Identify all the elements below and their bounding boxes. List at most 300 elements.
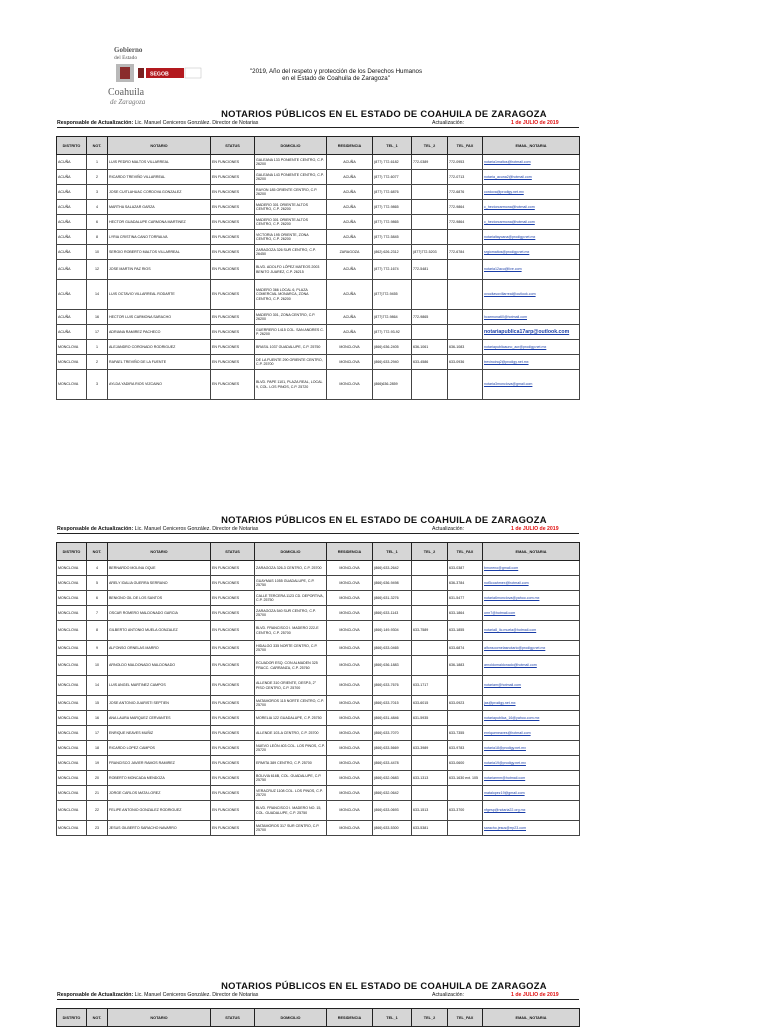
- cell-tel1: (866) 633-2642: [373, 561, 412, 576]
- cell-domicilio: BLVD. FRANCISCO I. MADERO 222-E CENTRO, C.P. 25700: [255, 621, 327, 641]
- cell-email[interactable]: notaria_acuna2@hotmail.com: [483, 170, 580, 185]
- cell-residencia: MONCLOVA: [327, 561, 373, 576]
- actualizacion-date-2: 1 de JULIO de 2019: [511, 526, 559, 532]
- cell-notario: HECTOR LUIS CARMONA SARACHO: [108, 310, 211, 325]
- cell-tel2: 633-1313: [412, 771, 448, 786]
- cell-email[interactable]: c_hectorcarmona@hotmail.com: [483, 200, 580, 215]
- cell-distrito: MONCLOVA: [57, 606, 87, 621]
- cell-tel1: (877)772-9864: [373, 310, 412, 325]
- cell-telfax: 633-0923: [448, 696, 483, 711]
- cell-tel1: (877)772-9455: [373, 280, 412, 310]
- cell-tel2: [412, 591, 448, 606]
- table-row: [57, 591, 580, 606]
- cell-distrito: MONCLOVA: [57, 771, 87, 786]
- cell-not: 6: [87, 591, 108, 606]
- cell-distrito: ACUÑA: [57, 280, 87, 310]
- cell-tel2: [412, 786, 448, 801]
- col-header-residencia: RESIDENCIA: [327, 137, 373, 155]
- cell-not: 14: [87, 676, 108, 696]
- table-row: [57, 771, 580, 786]
- notarios-table-1: [56, 136, 580, 400]
- cell-tel2: [412, 370, 448, 400]
- responsable-label-2: Responsable de Actualización:: [57, 526, 134, 532]
- cell-residencia: MONCLOVA: [327, 696, 373, 711]
- cell-not: 7: [87, 606, 108, 621]
- cell-notario: GILBERTO ANTONIO MUELA GONZALEZ: [108, 621, 211, 641]
- cell-email[interactable]: cordova@prodigy.net.mx: [483, 185, 580, 200]
- page-title-3: NOTARIOS PÚBLICOS EN EL ESTADO DE COAHUILA DE ZARAGOZA: [221, 980, 547, 991]
- cell-email[interactable]: notaria3monclova@gmail.com: [483, 370, 580, 400]
- cell-distrito: MONCLOVA: [57, 561, 87, 576]
- cell-distrito: ACUÑA: [57, 155, 87, 170]
- cell-residencia: MONCLOVA: [327, 801, 373, 821]
- cell-email[interactable]: notariapublica_16@yahoo.com.mx: [483, 711, 580, 726]
- cell-domicilio: BLVD. PAPE 1101, PLAZA REAL, LOCAL 9, COL. LOS PINOS, C.P. 25720: [255, 370, 327, 400]
- cell-not: 17: [87, 325, 108, 340]
- cell-notario: FRANCISCO JAVIER RAMOS RAMIREZ: [108, 756, 211, 771]
- cell-status: EN FUNCIONES: [211, 591, 255, 606]
- logo-text-4: de Zaragoza: [110, 98, 146, 106]
- col-header-distrito: DISTRITO: [57, 137, 87, 155]
- cell-notario: ALFONSO ORNELAS MARRO: [108, 641, 211, 656]
- cell-residencia: ACUÑA: [327, 185, 373, 200]
- cell-residencia: MONCLOVA: [327, 591, 373, 606]
- cell-tel2: 633-3989: [412, 741, 448, 756]
- cell-distrito: ACUÑA: [57, 170, 87, 185]
- cell-email[interactable]: notaria19@prodigy.net.mx: [483, 756, 580, 771]
- cell-tel1: (866) 636-2405: [373, 340, 412, 355]
- cell-email[interactable]: notaria6monclova@yahoo.com.mx: [483, 591, 580, 606]
- cell-tel2: [412, 656, 448, 676]
- cell-distrito: ACUÑA: [57, 325, 87, 340]
- col-header-domicilio: DOMICILIO: [255, 137, 327, 155]
- cell-email[interactable]: hcarmona60@hotmail.com: [483, 310, 580, 325]
- cell-email[interactable]: jas@prodigy.net.mx: [483, 696, 580, 711]
- table-row: [57, 726, 580, 741]
- cell-distrito: ACUÑA: [57, 260, 87, 280]
- cell-status: EN FUNCIONES: [211, 606, 255, 621]
- cell-tel1: (866) 149-9304: [373, 621, 412, 641]
- cell-tel2: [412, 325, 448, 340]
- cell-residencia: MONCLOVA: [327, 621, 373, 641]
- cell-telfax: [448, 260, 483, 280]
- cell-not: 6: [87, 215, 108, 230]
- cell-domicilio: ECUADOR ESQ. CON ALMADEN 325 FRACC. CARRANZA, C.P. 25760: [255, 656, 327, 676]
- table-row: [57, 355, 580, 370]
- cell-tel2: 631-5935: [412, 711, 448, 726]
- cell-not: 4: [87, 200, 108, 215]
- cell-residencia: MONCLOVA: [327, 711, 373, 726]
- cell-not: 10: [87, 245, 108, 260]
- col-header-status: STATUS: [211, 1009, 255, 1027]
- cell-tel2: 772-5481: [412, 260, 448, 280]
- col-header-telfax: TEL_FAX: [448, 1009, 483, 1027]
- logo-text-2: del Estado: [114, 55, 138, 61]
- cell-tel2: [412, 170, 448, 185]
- cell-status: EN FUNCIONES: [211, 561, 255, 576]
- cell-telfax: 633-0387: [448, 561, 483, 576]
- cell-residencia: ZARAGOZA: [327, 245, 373, 260]
- cell-not: 19: [87, 756, 108, 771]
- cell-domicilio: MATAMOROS 115 NORTE CENTRO, C.P. 25700: [255, 696, 327, 711]
- col-header-not: NOT.: [87, 1009, 108, 1027]
- cell-telfax: [448, 786, 483, 801]
- cell-distrito: ACUÑA: [57, 230, 87, 245]
- cell-residencia: MONCLOVA: [327, 355, 373, 370]
- cell-telfax: 772-9864: [448, 215, 483, 230]
- cell-not: 23: [87, 821, 108, 836]
- col-header-not: NOT.: [87, 543, 108, 561]
- col-header-status: STATUS: [211, 137, 255, 155]
- col-header-email: EMAIL_NOTARIA: [483, 543, 580, 561]
- cell-not: 3: [87, 370, 108, 400]
- notarios-table-3: [56, 1008, 580, 1027]
- cell-domicilio: CALLE TERCERA 1123 CD. DEPORTIVA, C.P. 25750: [255, 591, 327, 606]
- col-header-notario: NOTARIO: [108, 543, 211, 561]
- table-row: [57, 786, 580, 801]
- table-row: [57, 280, 580, 310]
- cell-status: EN FUNCIONES: [211, 340, 255, 355]
- cell-tel1: (866) 633-5669: [373, 741, 412, 756]
- col-header-residencia: RESIDENCIA: [327, 1009, 373, 1027]
- divider-3: [57, 999, 579, 1000]
- cell-email[interactable]: notariarmm@hotmail.com: [483, 771, 580, 786]
- cell-email[interactable]: enriqueneaves@hotmail.com: [483, 726, 580, 741]
- cell-tel1: (877) 772-6077: [373, 170, 412, 185]
- col-header-tel1: TEL_1: [373, 137, 412, 155]
- cell-status: EN FUNCIONES: [211, 200, 255, 215]
- cell-not: 10: [87, 656, 108, 676]
- cell-distrito: ACUÑA: [57, 215, 87, 230]
- divider: [57, 127, 579, 128]
- responsable-line: [57, 120, 258, 126]
- cell-status: EN FUNCIONES: [211, 756, 255, 771]
- cell-tel1: (862) 626-2312: [373, 245, 412, 260]
- cell-email[interactable]: alfonsoornelasnotario@prodigy.net.mx: [483, 641, 580, 656]
- cell-tel2: 772-0389: [412, 155, 448, 170]
- cell-notario: FELIPE ANTONIO GONZALEZ RODRIGUEZ: [108, 801, 211, 821]
- cell-telfax: 772-6784: [448, 245, 483, 260]
- cell-email[interactable]: notariam@hotmail.com: [483, 676, 580, 696]
- cell-residencia: MONCLOVA: [327, 370, 373, 400]
- cell-not: 14: [87, 280, 108, 310]
- cell-tel1: (877) 772-6876: [373, 185, 412, 200]
- cell-domicilio: ZARAGOZA 326 SUR CENTRO, C.P. 26450: [255, 245, 327, 260]
- cell-distrito: MONCLOVA: [57, 355, 87, 370]
- cell-tel1: (866) 633-7070: [373, 726, 412, 741]
- cell-notario: BERNARDO MOLINA OQUE: [108, 561, 211, 576]
- cell-distrito: MONCLOVA: [57, 756, 87, 771]
- cell-distrito: ACUÑA: [57, 245, 87, 260]
- cell-notario: HECTOR GUADALUPE CARMONA MARTINEZ: [108, 215, 211, 230]
- responsable-value-3: Lic. Manuel Ceniceros González. Director de Notarias: [134, 992, 259, 998]
- cell-status: EN FUNCIONES: [211, 641, 255, 656]
- cell-notario: SERGIO ROBERTO MALTOS VILLARREAL: [108, 245, 211, 260]
- cell-tel1: (866) 636-9498: [373, 576, 412, 591]
- cell-tel2: [412, 641, 448, 656]
- cell-tel1: (877) 772-1674: [373, 260, 412, 280]
- col-header-email: EMAIL_NOTARIA: [483, 1009, 580, 1027]
- cell-telfax: 772-6876: [448, 185, 483, 200]
- cell-residencia: ACUÑA: [327, 280, 373, 310]
- cell-residencia: MONCLOVA: [327, 821, 373, 836]
- cell-status: EN FUNCIONES: [211, 656, 255, 676]
- cell-distrito: ACUÑA: [57, 310, 87, 325]
- cell-tel1: (866) 632-0642: [373, 786, 412, 801]
- cell-notario: AYLDA YADIRA RIOS VIZCAINO: [108, 370, 211, 400]
- cell-not: 18: [87, 741, 108, 756]
- cell-notario: JOSE ANTONIO JUARISTI SEPTIEN: [108, 696, 211, 711]
- cell-distrito: MONCLOVA: [57, 726, 87, 741]
- cell-residencia: ACUÑA: [327, 170, 373, 185]
- actualizacion-date-3: 1 de JULIO de 2019: [511, 992, 559, 998]
- table-row: [57, 756, 580, 771]
- cell-distrito: MONCLOVA: [57, 340, 87, 355]
- cell-email[interactable]: notaria1maltos@hotmail.com: [483, 155, 580, 170]
- cell-tel2: [412, 280, 448, 310]
- cell-residencia: MONCLOVA: [327, 741, 373, 756]
- cell-email[interactable]: notaria8_lic.muela@hotmail.com: [483, 621, 580, 641]
- cell-domicilio: ZARAGOZA 326-3 CENTRO, C.P. 25700: [255, 561, 327, 576]
- col-header-telfax: TEL_FAX: [448, 543, 483, 561]
- cell-notario: MARTHA SALAZAR GARZA: [108, 200, 211, 215]
- cell-tel1: (866) 633-1143: [373, 606, 412, 621]
- cell-distrito: MONCLOVA: [57, 711, 87, 726]
- cell-status: EN FUNCIONES: [211, 325, 255, 340]
- cell-distrito: MONCLOVA: [57, 656, 87, 676]
- cell-residencia: MONCLOVA: [327, 786, 373, 801]
- cell-distrito: MONCLOVA: [57, 676, 87, 696]
- table-row: [57, 801, 580, 821]
- cell-tel1: (866) 633-7676: [373, 676, 412, 696]
- cell-telfax: 633-6874: [448, 641, 483, 656]
- cell-notario: JESUS GILBERTO SARACHO NAVARRO: [108, 821, 211, 836]
- cell-residencia: MONCLOVA: [327, 576, 373, 591]
- cell-notario: ARNOLDO MALDONADO MALDONADO: [108, 656, 211, 676]
- cell-email[interactable]: saracho.jesus@rrp23.com: [483, 821, 580, 836]
- cell-telfax: 636-3784: [448, 576, 483, 591]
- cell-residencia: MONCLOVA: [327, 676, 373, 696]
- notarios-table-2: [56, 542, 580, 836]
- cell-domicilio: HIDALGO 335 NORTE CENTRO, C.P. 25700: [255, 641, 327, 656]
- cell-telfax: 633-3700: [448, 801, 483, 821]
- col-header-status: STATUS: [211, 543, 255, 561]
- cell-email[interactable]: omr7@hotmail.com: [483, 606, 580, 621]
- cell-tel2: [412, 230, 448, 245]
- table-row: [57, 230, 580, 245]
- cell-tel1: (877) 772-9865: [373, 200, 412, 215]
- cell-status: EN FUNCIONES: [211, 711, 255, 726]
- table-row: [57, 245, 580, 260]
- cell-status: EN FUNCIONES: [211, 786, 255, 801]
- cell-email[interactable]: arnoldomaldonado@hotmail.com: [483, 656, 580, 676]
- col-header-notario: NOTARIO: [108, 1009, 211, 1027]
- government-logo: [104, 44, 224, 108]
- cell-distrito: MONCLOVA: [57, 741, 87, 756]
- cell-status: EN FUNCIONES: [211, 741, 255, 756]
- cell-domicilio: ERMITA 389 CENTRO, C.P. 25700: [255, 756, 327, 771]
- cell-tel2: 633-7589: [412, 621, 448, 641]
- cell-status: EN FUNCIONES: [211, 621, 255, 641]
- table-row: [57, 185, 580, 200]
- table-row: [57, 676, 580, 696]
- cell-email[interactable]: notaria12acu@live.com: [483, 260, 580, 280]
- cell-tel2: [412, 606, 448, 621]
- cell-telfax: [448, 325, 483, 340]
- responsable-value-2: Lic. Manuel Ceniceros González. Director de Notarias: [134, 526, 259, 532]
- cell-domicilio: GALEANA 133 PONIENTE CENTRO, C.P. 26200: [255, 155, 327, 170]
- cell-tel1: (866) 633-4478: [373, 756, 412, 771]
- cell-residencia: MONCLOVA: [327, 656, 373, 676]
- cell-status: EN FUNCIONES: [211, 676, 255, 696]
- cell-distrito: ACUÑA: [57, 200, 87, 215]
- cell-email[interactable]: notarialtaycana@prodigy.net.mx: [483, 230, 580, 245]
- cell-domicilio: GUAYMAS 1055 GUADALUPE, C.P. 25750: [255, 576, 327, 591]
- cell-email[interactable]: ovocitavovillarreal@outlook.com: [483, 280, 580, 310]
- cell-notario: ALEJANDRO CORONADO RODRIGUEZ: [108, 340, 211, 355]
- cell-residencia: ACUÑA: [327, 155, 373, 170]
- cell-telfax: 772-0953: [448, 155, 483, 170]
- cell-tel1: (866) 633-5300: [373, 821, 412, 836]
- cell-notario: JOSE MARTIN PAZ RIOS: [108, 260, 211, 280]
- cell-domicilio: MORELIA 122 GUADALUPE, C.P. 25750: [255, 711, 327, 726]
- cell-status: EN FUNCIONES: [211, 370, 255, 400]
- col-header-domicilio: DOMICILIO: [255, 543, 327, 561]
- cell-status: EN FUNCIONES: [211, 215, 255, 230]
- actualizacion-date: 1 de JULIO de 2019: [511, 120, 559, 126]
- cell-domicilio: NUEVO LEÓN 403 COL. LOS PINOS, C.P. 25720: [255, 741, 327, 756]
- responsable-value: Lic. Manuel Ceniceros González. Director de Notarias: [134, 120, 259, 126]
- cell-status: EN FUNCIONES: [211, 771, 255, 786]
- cell-tel1: (866)636-2859: [373, 370, 412, 400]
- cell-not: 4: [87, 561, 108, 576]
- cell-tel2: [412, 215, 448, 230]
- cell-status: EN FUNCIONES: [211, 726, 255, 741]
- col-header-tel2: TEL_2: [412, 543, 448, 561]
- cell-distrito: MONCLOVA: [57, 576, 87, 591]
- cell-not: 2: [87, 355, 108, 370]
- table-row: [57, 370, 580, 400]
- cell-telfax: [448, 310, 483, 325]
- cell-domicilio: DE LA FUENTE 290 ORIENTE CENTRO, C.P. 25700: [255, 355, 327, 370]
- motto-line-1: "2019, Año del respeto y protección de los Derechos Humanos: [249, 68, 423, 75]
- cell-status: EN FUNCIONES: [211, 185, 255, 200]
- col-header-tel1: TEL_1: [373, 1009, 412, 1027]
- cell-telfax: [448, 821, 483, 836]
- cell-tel2: 633-4586: [412, 355, 448, 370]
- cell-email[interactable]: notariapublicauno_acr@prodigy.net.mx: [483, 340, 580, 355]
- cell-email[interactable]: c_hectorcarmona@hotmail.com: [483, 215, 580, 230]
- cell-domicilio: GALEANA 143 PONIENTE CENTRO, C.P. 26200: [255, 170, 327, 185]
- cell-status: EN FUNCIONES: [211, 696, 255, 711]
- cell-tel2: [412, 756, 448, 771]
- cell-notario: BENIGNO GIL DE LOS SANTOS: [108, 591, 211, 606]
- table-row: [57, 576, 580, 591]
- cell-distrito: MONCLOVA: [57, 591, 87, 606]
- cell-telfax: [448, 370, 483, 400]
- table-row: [57, 641, 580, 656]
- responsable-label-3: Responsable de Actualización:: [57, 992, 134, 998]
- cell-not: 20: [87, 771, 108, 786]
- cell-telfax: [448, 230, 483, 245]
- cell-telfax: 636-1883: [448, 656, 483, 676]
- cell-status: EN FUNCIONES: [211, 801, 255, 821]
- cell-notario: ADRIANA RAMIREZ PACHECO: [108, 325, 211, 340]
- cell-residencia: ACUÑA: [327, 230, 373, 245]
- cell-email[interactable]: matalopez19@gmail.com: [483, 786, 580, 801]
- cell-domicilio: ALLENDE 103-A CENTRO, C.P. 25700: [255, 726, 327, 741]
- col-header-tel2: TEL_2: [412, 1009, 448, 1027]
- table-row: [57, 170, 580, 185]
- cell-tel2: [412, 185, 448, 200]
- cell-notario: RAFAEL TREVIÑO DE LA FUENTE: [108, 355, 211, 370]
- cell-distrito: ACUÑA: [57, 185, 87, 200]
- cell-email[interactable]: not5coahmex@hotmail.com: [483, 576, 580, 591]
- cell-distrito: MONCLOVA: [57, 801, 87, 821]
- cell-notario: RICARDO LOPEZ CAMPOS: [108, 741, 211, 756]
- cell-notario: ARELY IDALIA GUERRA SERRANO: [108, 576, 211, 591]
- actualizacion-label: Actualización:: [432, 120, 465, 126]
- table-row: [57, 340, 580, 355]
- cell-tel1: (866) 631-3276: [373, 591, 412, 606]
- cell-domicilio: ZARAGOZA 540 SUR CENTRO, C.P. 25700: [255, 606, 327, 621]
- cell-email[interactable]: notaria18@prodigy.net.mx: [483, 741, 580, 756]
- cell-not: 15: [87, 696, 108, 711]
- cell-distrito: MONCLOVA: [57, 641, 87, 656]
- table-row: [57, 561, 580, 576]
- cell-domicilio: MADERO 301, ZONA CENTRO, C.P. 26200: [255, 310, 327, 325]
- cell-telfax: 633-1855: [448, 621, 483, 641]
- cell-distrito: MONCLOVA: [57, 821, 87, 836]
- table-row: [57, 200, 580, 215]
- cell-telfax: 633-9783: [448, 741, 483, 756]
- cell-email[interactable]: nfgesp@notaria22.org.mx: [483, 801, 580, 821]
- cell-tel2: [412, 726, 448, 741]
- page-title-2: NOTARIOS PÚBLICOS EN EL ESTADO DE COAHUILA DE ZARAGOZA: [221, 514, 547, 525]
- cell-telfax: 633-7355: [448, 726, 483, 741]
- cell-email[interactable]: srgiomaltos@prodigy.net.mx: [483, 245, 580, 260]
- cell-domicilio: VERACRUZ 1108 COL. LOS PINOS, C.P. 25720: [255, 786, 327, 801]
- cell-tel1: (866) 632-0683: [373, 771, 412, 786]
- page-title: NOTARIOS PÚBLICOS EN EL ESTADO DE COAHUILA DE ZARAGOZA: [221, 108, 547, 119]
- cell-domicilio: ALLENDE 310 ORIENTE, DESP.5, 2° PISO CENTRO, C.P. 25700: [255, 676, 327, 696]
- cell-telfax: 772-9864: [448, 200, 483, 215]
- divider-2: [57, 533, 579, 534]
- cell-tel2: 633-1717: [412, 676, 448, 696]
- cell-notario: LUIS ANGEL MARTINEZ CAMPOS: [108, 676, 211, 696]
- cell-residencia: MONCLOVA: [327, 340, 373, 355]
- cell-not: 8: [87, 230, 108, 245]
- col-header-telfax: TEL_FAX: [448, 137, 483, 155]
- table-row: [57, 155, 580, 170]
- cell-domicilio: VICTORIA 195 ORIENTE, ZONA CENTRO, C.P. 26200: [255, 230, 327, 245]
- motto-line-2: en el Estado de Coahuila de Zaragoza": [282, 75, 390, 82]
- cell-status: EN FUNCIONES: [211, 355, 255, 370]
- cell-tel2: 636-1061: [412, 340, 448, 355]
- cell-email[interactable]: bmoreno@gmail.com: [483, 561, 580, 576]
- cell-email[interactable]: notariapublica17arp@outlook.com: [483, 325, 580, 340]
- col-header-email: EMAIL_NOTARIA: [483, 137, 580, 155]
- actualizacion-label-3: Actualización:: [432, 992, 465, 998]
- cell-email[interactable]: trevinoinq2@prodigy.net.mx: [483, 355, 580, 370]
- cell-status: EN FUNCIONES: [211, 576, 255, 591]
- cell-residencia: MONCLOVA: [327, 606, 373, 621]
- table-row: [57, 656, 580, 676]
- cell-not: 5: [87, 576, 108, 591]
- cell-domicilio: BRASIL 1037 GUADALUPE, C.P. 25750: [255, 340, 327, 355]
- cell-tel2: 633-6015: [412, 696, 448, 711]
- motto: [236, 68, 436, 82]
